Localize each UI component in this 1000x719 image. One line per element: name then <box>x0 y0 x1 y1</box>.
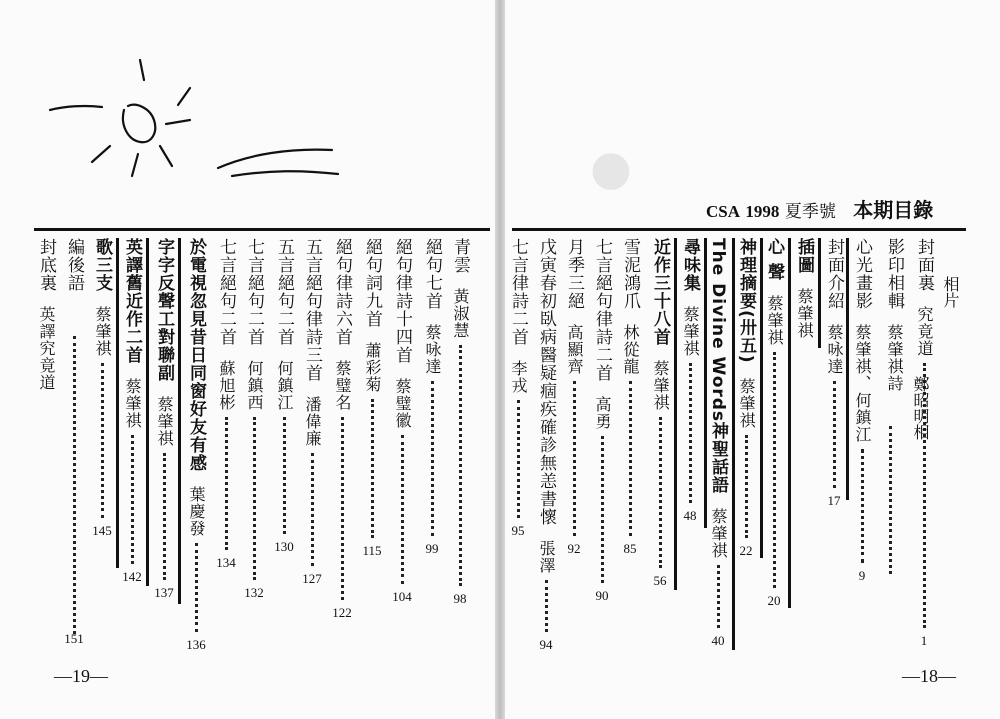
entry-page: 90 <box>595 588 609 603</box>
entry-title: 尋味集 <box>680 238 700 292</box>
entry-title: 字字反聲工對聯副 <box>154 238 174 382</box>
entry-author: 蔡璧名 <box>333 360 352 411</box>
entry-page: 122 <box>332 605 352 620</box>
book-spine <box>495 0 505 719</box>
entry-title: 七言律詩二首 <box>508 238 528 346</box>
entry-author: 蔡肇祺 <box>795 288 814 339</box>
toc-entry[interactable] <box>562 238 586 556</box>
toc-entry[interactable] <box>882 238 906 438</box>
section-bar <box>846 238 849 500</box>
entry-extra: 鄭昭明相 <box>911 376 930 440</box>
toc-entry-continuation <box>62 330 86 640</box>
toc-entry-continuation <box>62 632 86 652</box>
leader-dots <box>431 381 434 536</box>
entry-title: 七言絕句二首 <box>244 238 264 346</box>
entry-author: 蔡肇祺、何鎮江 <box>853 324 872 443</box>
leader-dots <box>371 399 374 538</box>
entry-title: 心光畫影 <box>852 238 872 310</box>
toc-entry[interactable] <box>34 238 58 391</box>
leader-dots <box>659 417 662 568</box>
entry-page: 151 <box>64 631 84 646</box>
entry-page: 98 <box>453 591 467 606</box>
section-bar <box>732 238 735 650</box>
page-number-right: —18— <box>902 666 956 686</box>
section-bar <box>146 238 149 586</box>
toc-entry[interactable] <box>360 238 384 558</box>
journal-name: CSA <box>706 202 741 221</box>
leader-dots <box>517 400 520 518</box>
leader-dots <box>253 417 256 580</box>
entry-title: 歌三支 <box>92 238 112 292</box>
entry-page: 137 <box>154 585 174 600</box>
leader-dots <box>101 363 104 518</box>
entry-page: 115 <box>362 543 382 558</box>
leader-dots <box>195 543 198 632</box>
leader-dots <box>225 417 228 550</box>
toc-entry[interactable] <box>272 238 296 554</box>
issue-season: 夏季號 <box>784 202 836 222</box>
section-bar <box>178 238 181 604</box>
section-bar <box>760 238 763 558</box>
entry-author: 蔡肇祺 <box>123 378 142 429</box>
leader-dots <box>311 453 314 566</box>
page-number-left: —19— <box>54 666 108 686</box>
entry-title: 青雲 <box>450 238 470 274</box>
entry-title: The Divine Words神聖話語 <box>708 238 728 495</box>
entry-author: 葉慶發 <box>187 486 206 537</box>
leader-dots <box>573 381 576 536</box>
toc-entry[interactable] <box>506 238 530 538</box>
entry-title: 五言絕句二首 <box>274 238 294 346</box>
entry-page: 145 <box>92 523 112 538</box>
entry-page: 85 <box>623 541 637 556</box>
entry-author: 蔡肇祺 <box>651 360 670 411</box>
toc-entry[interactable] <box>734 238 758 558</box>
entry-author: 蔡肇祺 <box>765 294 784 346</box>
entry-page: 136 <box>186 637 206 652</box>
entry-title: 編後語 <box>64 238 84 292</box>
entry-title: 於電視忽見昔日同窗好友有感 <box>186 238 206 472</box>
entry-page: 134 <box>216 555 236 570</box>
leader-dots <box>283 417 286 534</box>
entry-title: 封面裏 <box>914 238 934 292</box>
entry-title: 近作三十八首 <box>650 238 670 346</box>
hand-drawn-sun-illustration <box>40 50 340 210</box>
entry-page: 9 <box>858 568 866 583</box>
toc-entry[interactable] <box>214 238 238 570</box>
leader-dots <box>717 565 720 628</box>
leader-dots <box>889 426 892 574</box>
entry-author: 蔡咏達 <box>825 324 844 375</box>
entry-page: 130 <box>274 539 294 554</box>
entry-page: 142 <box>122 569 142 584</box>
toc-entry[interactable] <box>448 238 472 606</box>
entry-title: 絕句七首 <box>422 238 442 310</box>
show-through-ghost: ● <box>590 140 632 196</box>
entry-author: 究竟道 <box>915 306 934 357</box>
entry-title: 絕句律詩六首 <box>332 238 352 346</box>
toc-entry[interactable] <box>762 238 786 608</box>
entry-author: 高顯齊 <box>565 324 584 375</box>
entry-author: 蔡肇祺 <box>155 396 174 447</box>
toc-entry-continuation <box>938 276 962 476</box>
entry-page: 127 <box>302 571 322 586</box>
entry-author: 蔡肇祺 <box>681 306 700 357</box>
entry-title: 封面介紹 <box>824 238 844 310</box>
section-bar <box>674 238 677 590</box>
leader-dots <box>401 435 404 584</box>
entry-author: 蔡肇祺詩 <box>885 324 904 392</box>
leader-dots <box>131 435 134 564</box>
entry-author: 蔡咏達 <box>423 324 442 375</box>
entry-author: 蘇旭彬 <box>217 360 236 411</box>
toc-entry[interactable] <box>242 238 266 600</box>
toc-entry[interactable] <box>678 238 702 523</box>
toc-entry[interactable] <box>330 238 354 620</box>
toc-entry[interactable] <box>390 238 414 604</box>
leader-dots <box>459 345 462 586</box>
entry-page: 132 <box>244 585 264 600</box>
entry-extra: 相片 <box>941 276 960 308</box>
entry-title: 封底裏 <box>36 238 56 292</box>
toc-entry[interactable] <box>420 238 444 556</box>
leader-dots <box>601 436 604 583</box>
toc-entry[interactable] <box>534 238 558 652</box>
entry-author: 李戎 <box>509 360 528 394</box>
toc-entry[interactable] <box>648 238 672 588</box>
entry-author: 黃淑慧 <box>451 288 470 339</box>
entry-title: 雪泥鴻爪 <box>620 238 640 310</box>
leader-dots <box>689 363 692 503</box>
entry-title: 插圖 <box>794 238 814 274</box>
entry-page: 95 <box>511 523 525 538</box>
entry-title: 五言絕句律詩三首 <box>302 238 322 382</box>
entry-author: 蔡肇祺 <box>737 377 756 429</box>
entry-author: 高勇 <box>593 396 612 430</box>
entry-author: 何鎮西 <box>245 360 264 411</box>
toc-entry[interactable] <box>822 238 846 508</box>
entry-title: 絕句詞九首 <box>362 238 382 328</box>
entry-title: 月季三絕 <box>564 238 584 310</box>
leader-dots <box>545 580 548 632</box>
toc-title: 本期目錄 <box>853 198 934 222</box>
toc-entry[interactable] <box>62 238 86 318</box>
leader-dots <box>341 417 344 600</box>
entry-author: 張澤 <box>537 540 556 574</box>
entry-author: 英譯究竟道 <box>37 306 56 391</box>
leader-dots <box>629 381 632 536</box>
toc-entry-continuation <box>908 376 932 526</box>
left-header-rule <box>34 228 490 231</box>
entry-title: 影印相輯 <box>884 238 904 310</box>
leader-dots <box>745 435 748 538</box>
section-bar <box>116 238 119 568</box>
toc-entry[interactable] <box>590 238 614 603</box>
entry-title: 心 聲 <box>764 238 784 281</box>
leader-dots <box>163 453 166 580</box>
toc-entry[interactable] <box>850 238 874 583</box>
toc-header <box>706 194 933 223</box>
entry-title: 七言絕句律詩二首 <box>592 238 612 382</box>
entry-title: 絕句律詩十四首 <box>392 238 412 364</box>
entry-author: 蔡璧徽 <box>393 378 412 429</box>
entry-title: 戊寅春初臥病醫疑痼疾確診無恙書懷 <box>536 238 556 526</box>
leader-dots <box>833 381 836 488</box>
toc-entry[interactable] <box>300 238 324 586</box>
entry-author: 蕭彩菊 <box>363 342 382 393</box>
entry-page: 40 <box>711 633 725 648</box>
entry-author: 林從龍 <box>621 324 640 375</box>
entry-page: 22 <box>739 543 753 558</box>
leader-dots <box>73 336 76 634</box>
section-bar <box>788 238 791 608</box>
toc-entry[interactable] <box>90 238 114 538</box>
toc-entry[interactable] <box>618 238 642 556</box>
entry-page: 17 <box>827 493 841 508</box>
leader-dots <box>773 352 776 588</box>
section-bar <box>704 238 707 528</box>
entry-page: 1 <box>920 633 928 648</box>
entry-page: 56 <box>653 573 667 588</box>
entry-author: 蔡肇祺 <box>709 508 728 560</box>
entry-title: 英譯舊近作二首 <box>122 238 142 364</box>
entry-page: 94 <box>539 637 553 652</box>
right-header-rule <box>512 228 966 231</box>
entry-author: 蔡肇祺 <box>93 306 112 357</box>
toc-entry[interactable] <box>792 238 816 358</box>
entry-author: 潘偉廉 <box>303 396 322 447</box>
entry-page: 99 <box>425 541 439 556</box>
entry-page: 48 <box>683 508 697 523</box>
toc-entry[interactable] <box>152 238 176 600</box>
entry-page: 92 <box>567 541 581 556</box>
entry-title: 七言絕句二首 <box>216 238 236 346</box>
entry-page: 20 <box>767 593 781 608</box>
issue-year: 1998 <box>745 202 780 221</box>
toc-entry[interactable] <box>706 238 730 648</box>
entry-author: 何鎮江 <box>275 360 294 411</box>
toc-entry[interactable] <box>120 238 144 584</box>
toc-entry[interactable] <box>184 238 208 652</box>
toc-entry-continuation <box>878 420 902 580</box>
section-bar <box>818 238 821 348</box>
entry-title: 神理摘要(卅五) <box>736 238 756 364</box>
entry-page: 104 <box>392 589 412 604</box>
leader-dots <box>861 449 864 563</box>
